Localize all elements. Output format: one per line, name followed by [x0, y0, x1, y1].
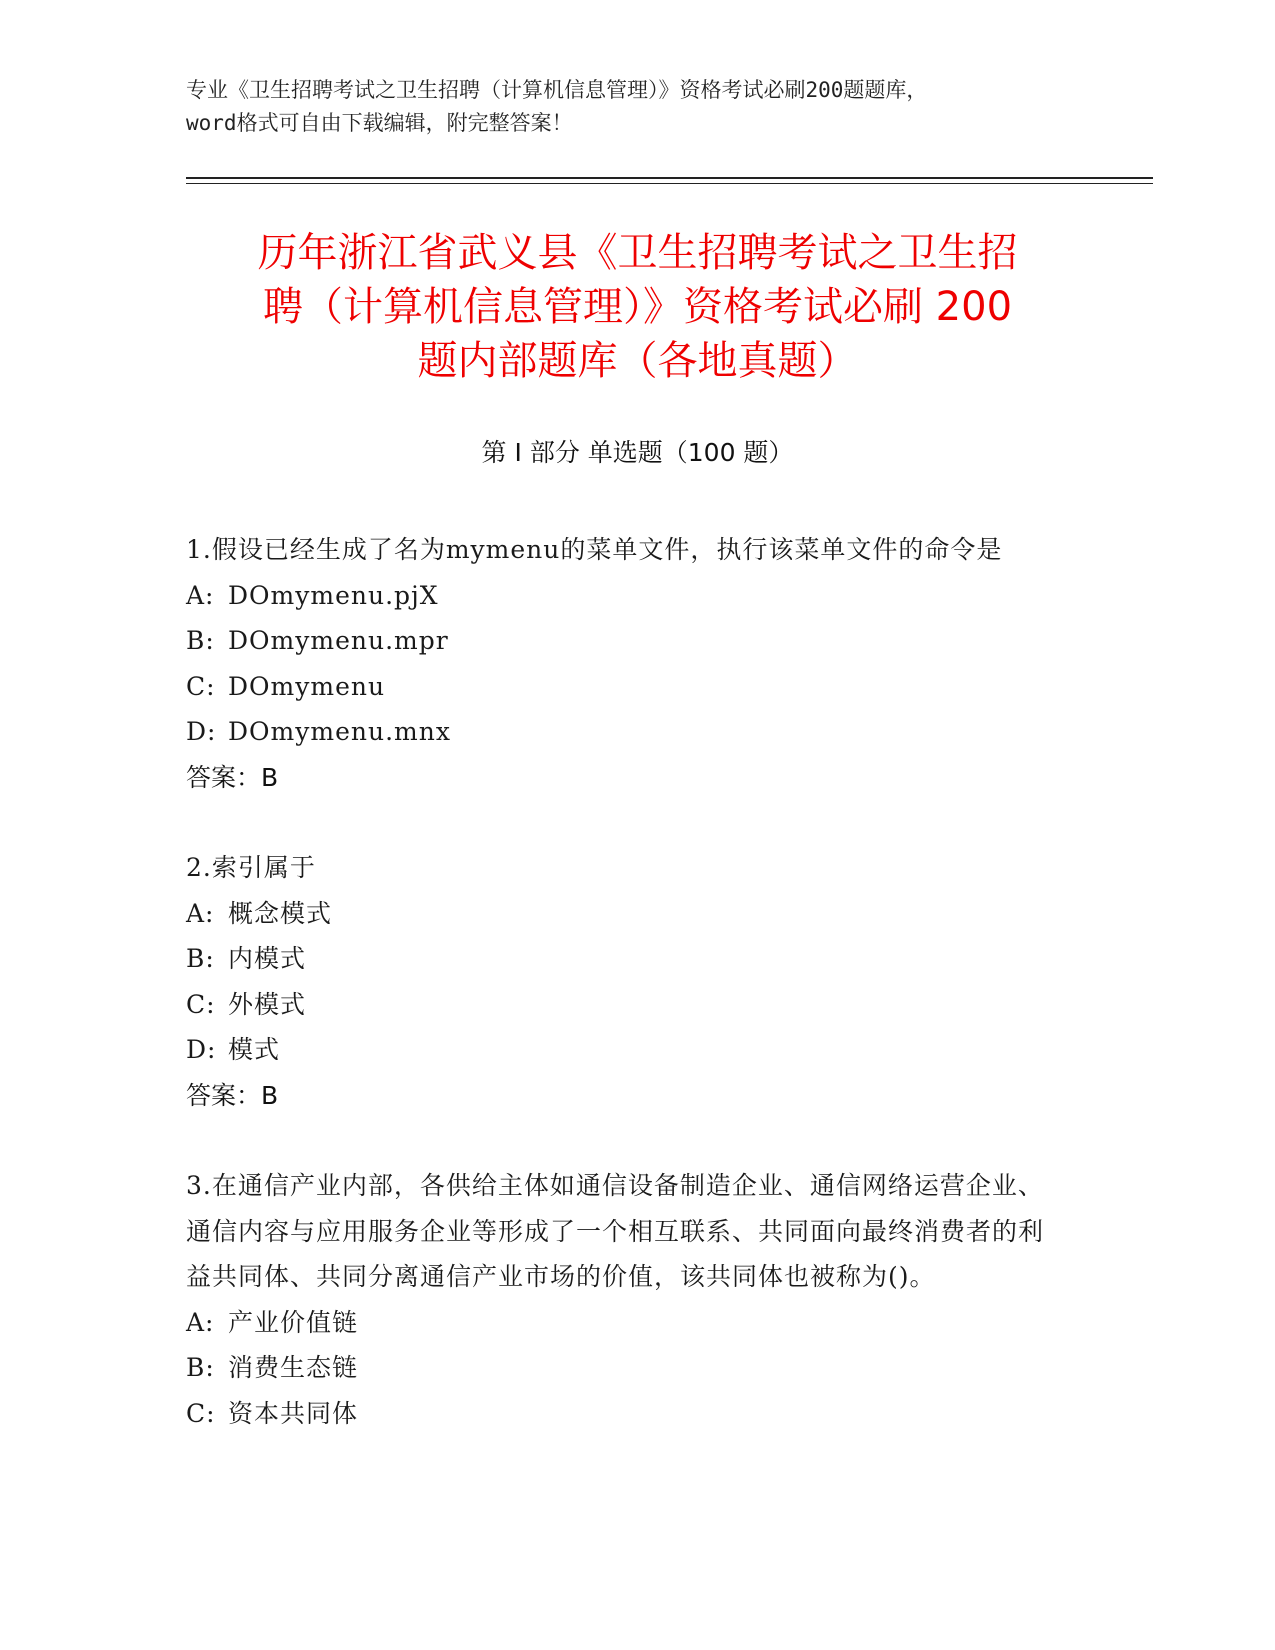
header-line-1: 专业《卫生招聘考试之卫生招聘（计算机信息管理）》资格考试必刷200题题库，	[186, 78, 928, 102]
question-2	[186, 845, 1066, 1118]
document-title	[150, 226, 1125, 388]
option-c	[186, 1391, 1066, 1437]
question-1	[186, 527, 1066, 800]
option-b	[186, 936, 1066, 982]
option-text: 内模式	[228, 944, 307, 973]
option-letter: B:	[186, 1353, 215, 1382]
question-text: 2.索引属于	[186, 853, 316, 882]
option-c	[186, 982, 1066, 1028]
answer-line: 答案：B	[186, 1080, 279, 1110]
question-list	[186, 527, 1066, 1481]
section-heading: 第 I 部分 单选题（100 题）	[481, 438, 794, 467]
page-header	[186, 74, 1086, 140]
option-text: DOmymenu.pjX	[228, 580, 439, 610]
option-letter: A:	[186, 580, 215, 610]
option-a	[186, 1300, 1066, 1346]
option-letter: D:	[186, 717, 217, 746]
header-divider-thick	[186, 177, 1153, 179]
option-b	[186, 1345, 1066, 1391]
option-letter: D:	[186, 1035, 217, 1064]
option-b	[186, 618, 1066, 664]
question-text: 3.在通信产业内部，各供给主体如通信设备制造企业、通信网络运营企业、通信内容与应用服务企业等形成了一个相互联系、共同面向最终消费者的利益共同体、共同分离通信产业市场的价值，该共同体也被称为()。	[186, 1171, 1045, 1291]
title-line-3: 题内部题库（各地真题）	[417, 338, 858, 384]
title-line-1: 历年浙江省武义县《卫生招聘考试之卫生招	[257, 230, 1018, 276]
option-text: 模式	[228, 1035, 281, 1064]
option-letter: A:	[186, 898, 215, 928]
option-a	[186, 891, 1066, 937]
question-3	[186, 1163, 1066, 1436]
option-text: 资本共同体	[228, 1398, 359, 1428]
option-letter: B:	[186, 626, 215, 655]
option-d	[186, 1027, 1066, 1073]
option-letter: A:	[186, 1307, 215, 1337]
answer-line: 答案：B	[186, 762, 279, 792]
option-letter: C:	[186, 989, 216, 1019]
option-letter: C:	[186, 671, 216, 701]
option-text: 消费生态链	[228, 1353, 359, 1382]
option-letter: B:	[186, 944, 215, 973]
header-line-2: word格式可自由下载编辑，附完整答案！	[186, 111, 573, 135]
option-text: 外模式	[228, 989, 307, 1019]
header-divider-thin	[186, 183, 1153, 184]
option-text: DOmymenu.mpr	[228, 626, 449, 655]
option-letter: C:	[186, 1398, 216, 1428]
option-text: DOmymenu.mnx	[228, 717, 451, 746]
option-text: 产业价值链	[228, 1307, 359, 1337]
question-text: 1.假设已经生成了名为mymenu的菜单文件，执行该菜单文件的命令是	[186, 535, 1003, 564]
option-text: DOmymenu	[228, 671, 386, 701]
option-c	[186, 664, 1066, 710]
option-text: 概念模式	[228, 898, 333, 928]
option-d	[186, 709, 1066, 755]
option-a	[186, 573, 1066, 619]
title-line-2: 聘（计算机信息管理）》资格考试必刷 200	[262, 284, 1013, 330]
